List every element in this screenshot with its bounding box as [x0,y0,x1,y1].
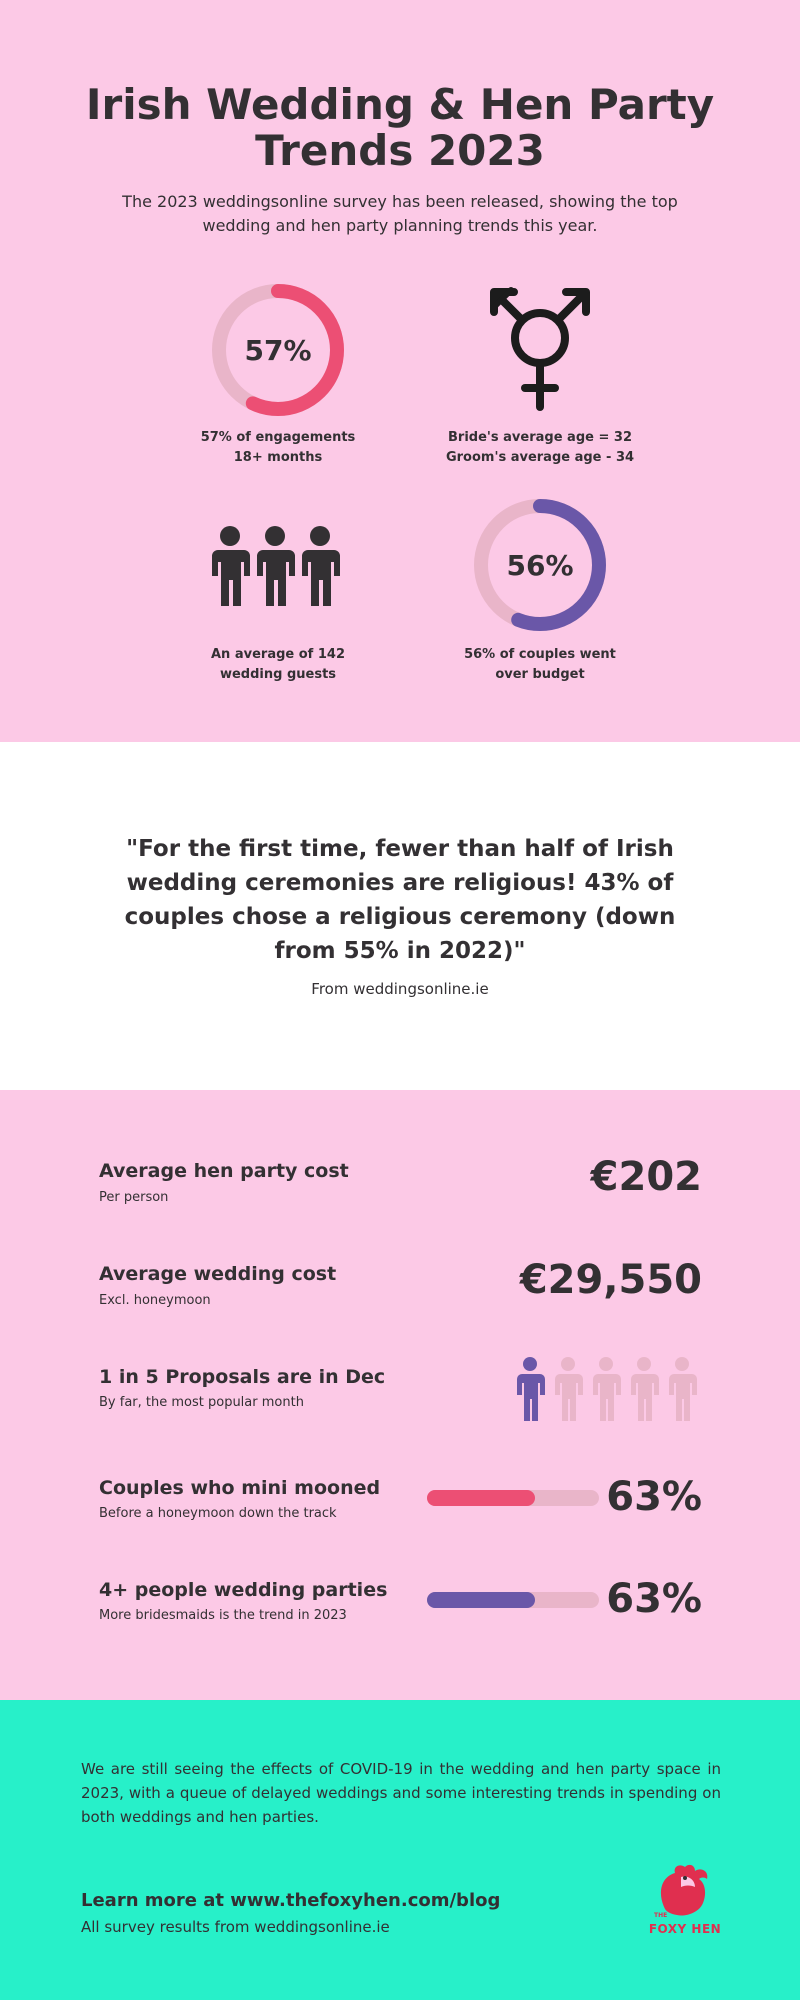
hen-cost-title: Average hen party cost [99,1160,349,1182]
person-icon [257,526,295,606]
hen-cost-subtitle: Per person [99,1190,169,1205]
budget-caption [420,645,660,685]
engagement-caption [158,428,398,468]
age-caption [420,428,660,468]
people-group-icon [208,524,343,608]
mini-moon-bar [427,1490,599,1506]
gender-symbol-icon [480,280,600,415]
guests-caption-line-1: An average of 142 [211,647,345,662]
proposal-person-icon [631,1357,659,1421]
quote-source: From weddingsonline.ie [311,980,489,998]
title-line-1: Irish Wedding & Hen Party [85,80,715,129]
wedding-cost-title: Average wedding cost [99,1263,337,1285]
engagement-caption-line-2: 18+ months [233,450,323,465]
survey-source-text: All survey results from weddingsonline.ie [81,1918,390,1936]
wedding-cost-subtitle: Excl. honeymoon [99,1293,211,1308]
wedding-parties-bar [427,1592,599,1608]
budget-caption-line-1: 56% of couples went [464,647,616,662]
engagement-ring-label: 57% [244,334,312,367]
person-icon [212,526,250,606]
age-caption-line-1: Bride's average age = 32 [448,430,632,445]
logo-text: FOXY HEN [648,1922,722,1936]
proposals-people-chart [514,1356,704,1424]
footer-section [0,1700,800,2000]
logo-the-text: THE [654,1912,668,1919]
age-caption-line-2: Groom's average age - 34 [445,450,635,465]
learn-more-link[interactable]: Learn more at www.thefoxyhen.com/blog [81,1890,501,1911]
proposal-person-icon [517,1357,545,1421]
intro-text: The 2023 weddingsonline survey has been released, showing the top wedding and hen party planning trends this year. [122,192,678,235]
mini-moon-title: Couples who mini mooned [99,1477,381,1499]
proposals-subtitle: By far, the most popular month [99,1395,304,1410]
wedding-parties-title: 4+ people wedding parties [99,1579,388,1601]
mini-moon-bar-fill [427,1490,535,1506]
guests-caption-line-2: wedding guests [219,667,337,682]
proposal-person-icon [593,1357,621,1421]
budget-caption-line-2: over budget [495,667,585,682]
engagement-caption-line-1: 57% of engagements [200,430,356,445]
engagement-ring [208,280,348,420]
proposal-person-icon [669,1357,697,1421]
guests-caption [158,645,398,685]
person-icon [302,526,340,606]
wedding-parties-value: 63% [606,1576,702,1622]
mini-moon-value: 63% [606,1474,702,1520]
page-title [0,82,800,174]
proposal-person-icon [555,1357,583,1421]
hen-cost-value: €202 [590,1154,702,1200]
wedding-cost-value: €29,550 [519,1257,702,1303]
mini-moon-subtitle: Before a honeymoon down the track [99,1506,337,1521]
wedding-parties-bar-fill [427,1592,535,1608]
proposals-title: 1 in 5 Proposals are in Dec [99,1366,386,1388]
title-line-2: Trends 2023 [255,126,545,175]
quote-text: "For the first time, fewer than half of Irish wedding ceremonies are religious! 43% of couples chose a religious ceremony (down from 55% in 2022)" [124,836,676,964]
footer-text: We are still seeing the effects of COVID-19 in the wedding and hen party space in 2023, with a queue of delayed weddings and some interesting trends in spending on both weddings and hen parties. [81,1760,721,1826]
wedding-parties-subtitle: More bridesmaids is the trend in 2023 [99,1608,347,1623]
budget-ring-label: 56% [506,549,574,582]
budget-ring [470,495,610,635]
foxy-hen-logo-icon [655,1863,715,1919]
